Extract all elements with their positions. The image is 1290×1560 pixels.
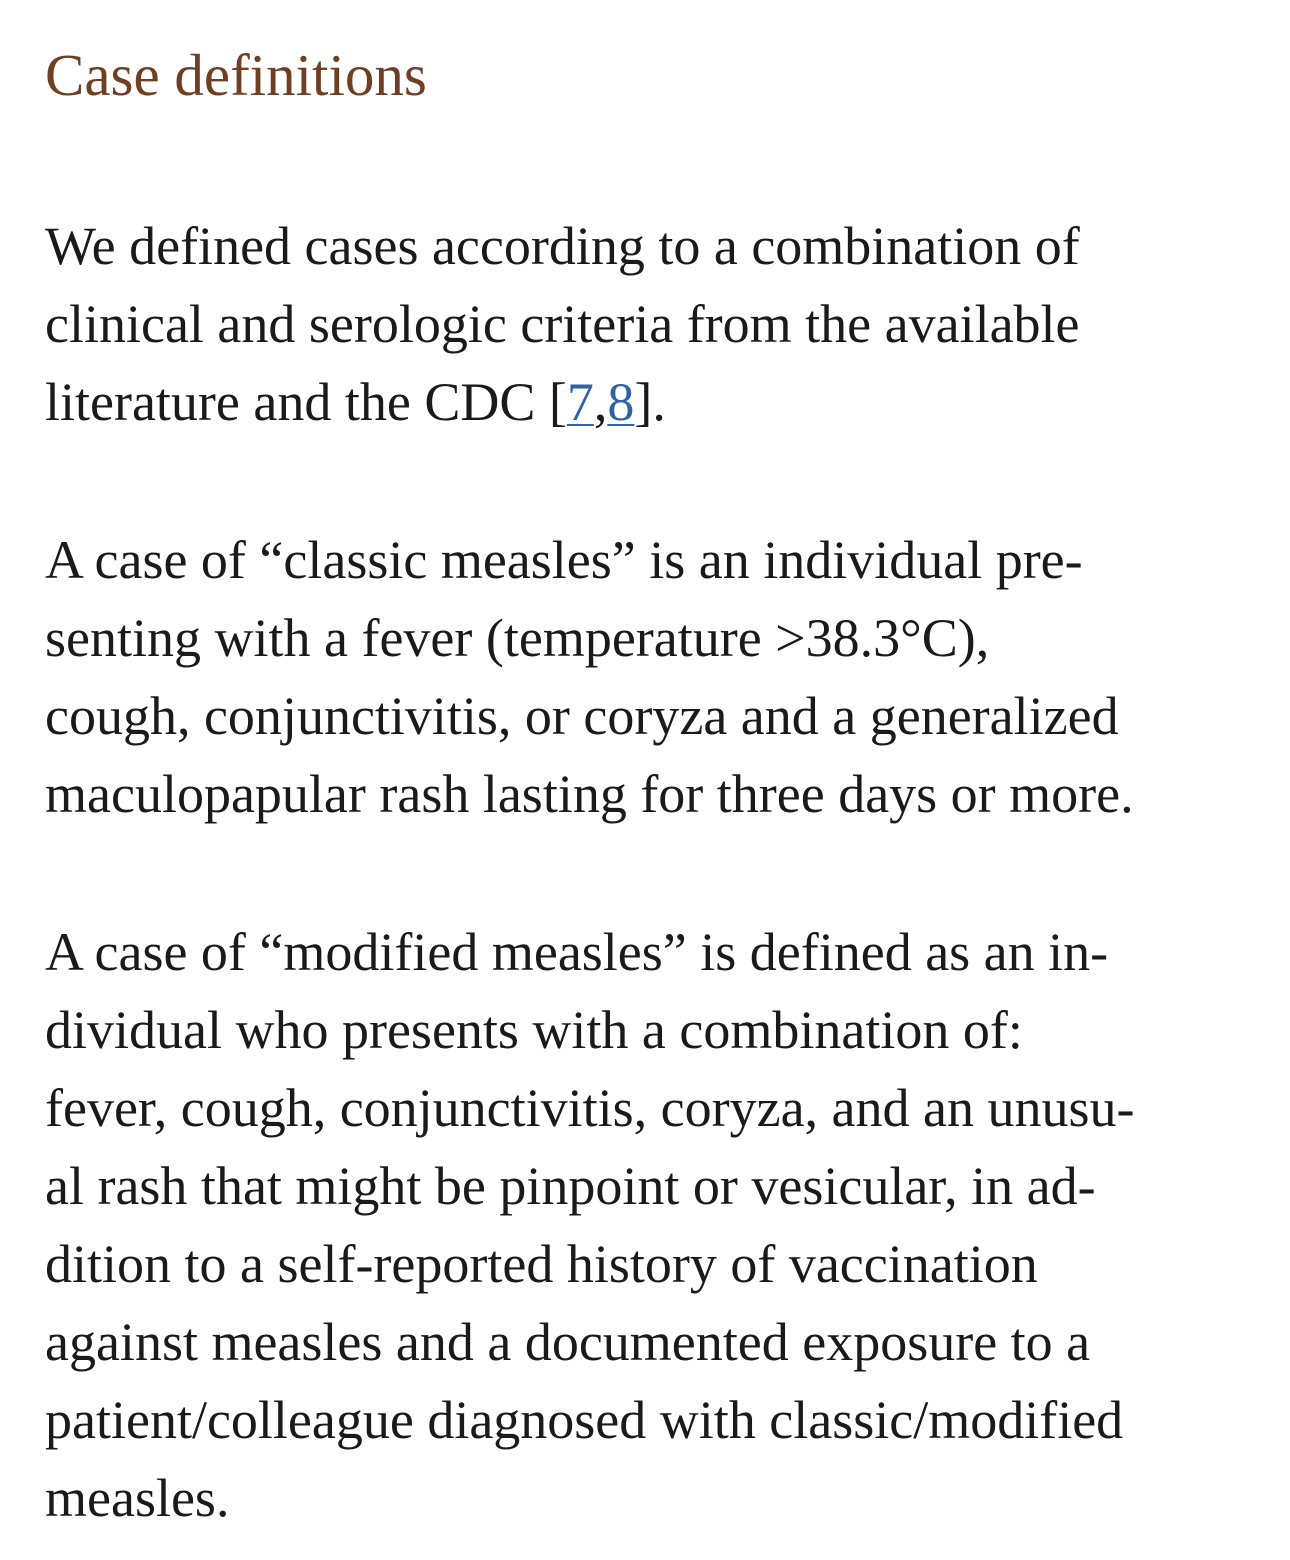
text-line: clinical and serologic criteria from the available	[45, 294, 1080, 354]
text-fragment: ].	[634, 372, 666, 432]
text-line: patient/colleague diagnosed with classic/modified	[45, 1390, 1124, 1450]
text-line: We defined cases according to a combination of	[45, 216, 1080, 276]
text-fragment: literature and the CDC [	[45, 372, 567, 432]
article-section	[45, 40, 1260, 1537]
text-line: dividual who presents with a combination of:	[45, 1000, 1023, 1060]
text-line: A case of “modified measles” is defined as an in-	[45, 922, 1109, 982]
reference-separator: ,	[593, 372, 608, 432]
text-line: dition to a self-reported history of vaccination	[45, 1234, 1038, 1294]
paragraph-classic-measles	[45, 521, 1260, 833]
paragraph-modified-measles	[45, 913, 1260, 1537]
text-line-with-references	[45, 363, 1260, 441]
text-line: al rash that might be pinpoint or vesicular, in ad-	[45, 1156, 1096, 1216]
text-line: against measles and a documented exposure to a	[45, 1312, 1091, 1372]
text-line: cough, conjunctivitis, or coryza and a generalized	[45, 686, 1119, 746]
section-heading: Case definitions	[45, 42, 427, 108]
text-line: measles.	[45, 1468, 230, 1528]
text-line: maculopapular rash lasting for three days or more.	[45, 764, 1134, 824]
text-line: A case of “classic measles” is an individual pre-	[45, 530, 1083, 590]
paragraph-case-criteria	[45, 207, 1260, 441]
text-line: senting with a fever (temperature >38.3°C),	[45, 608, 990, 668]
reference-link-8[interactable]: 8	[607, 372, 635, 432]
text-line: fever, cough, conjunctivitis, coryza, and an unusu-	[45, 1078, 1135, 1138]
reference-link-7[interactable]: 7	[566, 372, 594, 432]
